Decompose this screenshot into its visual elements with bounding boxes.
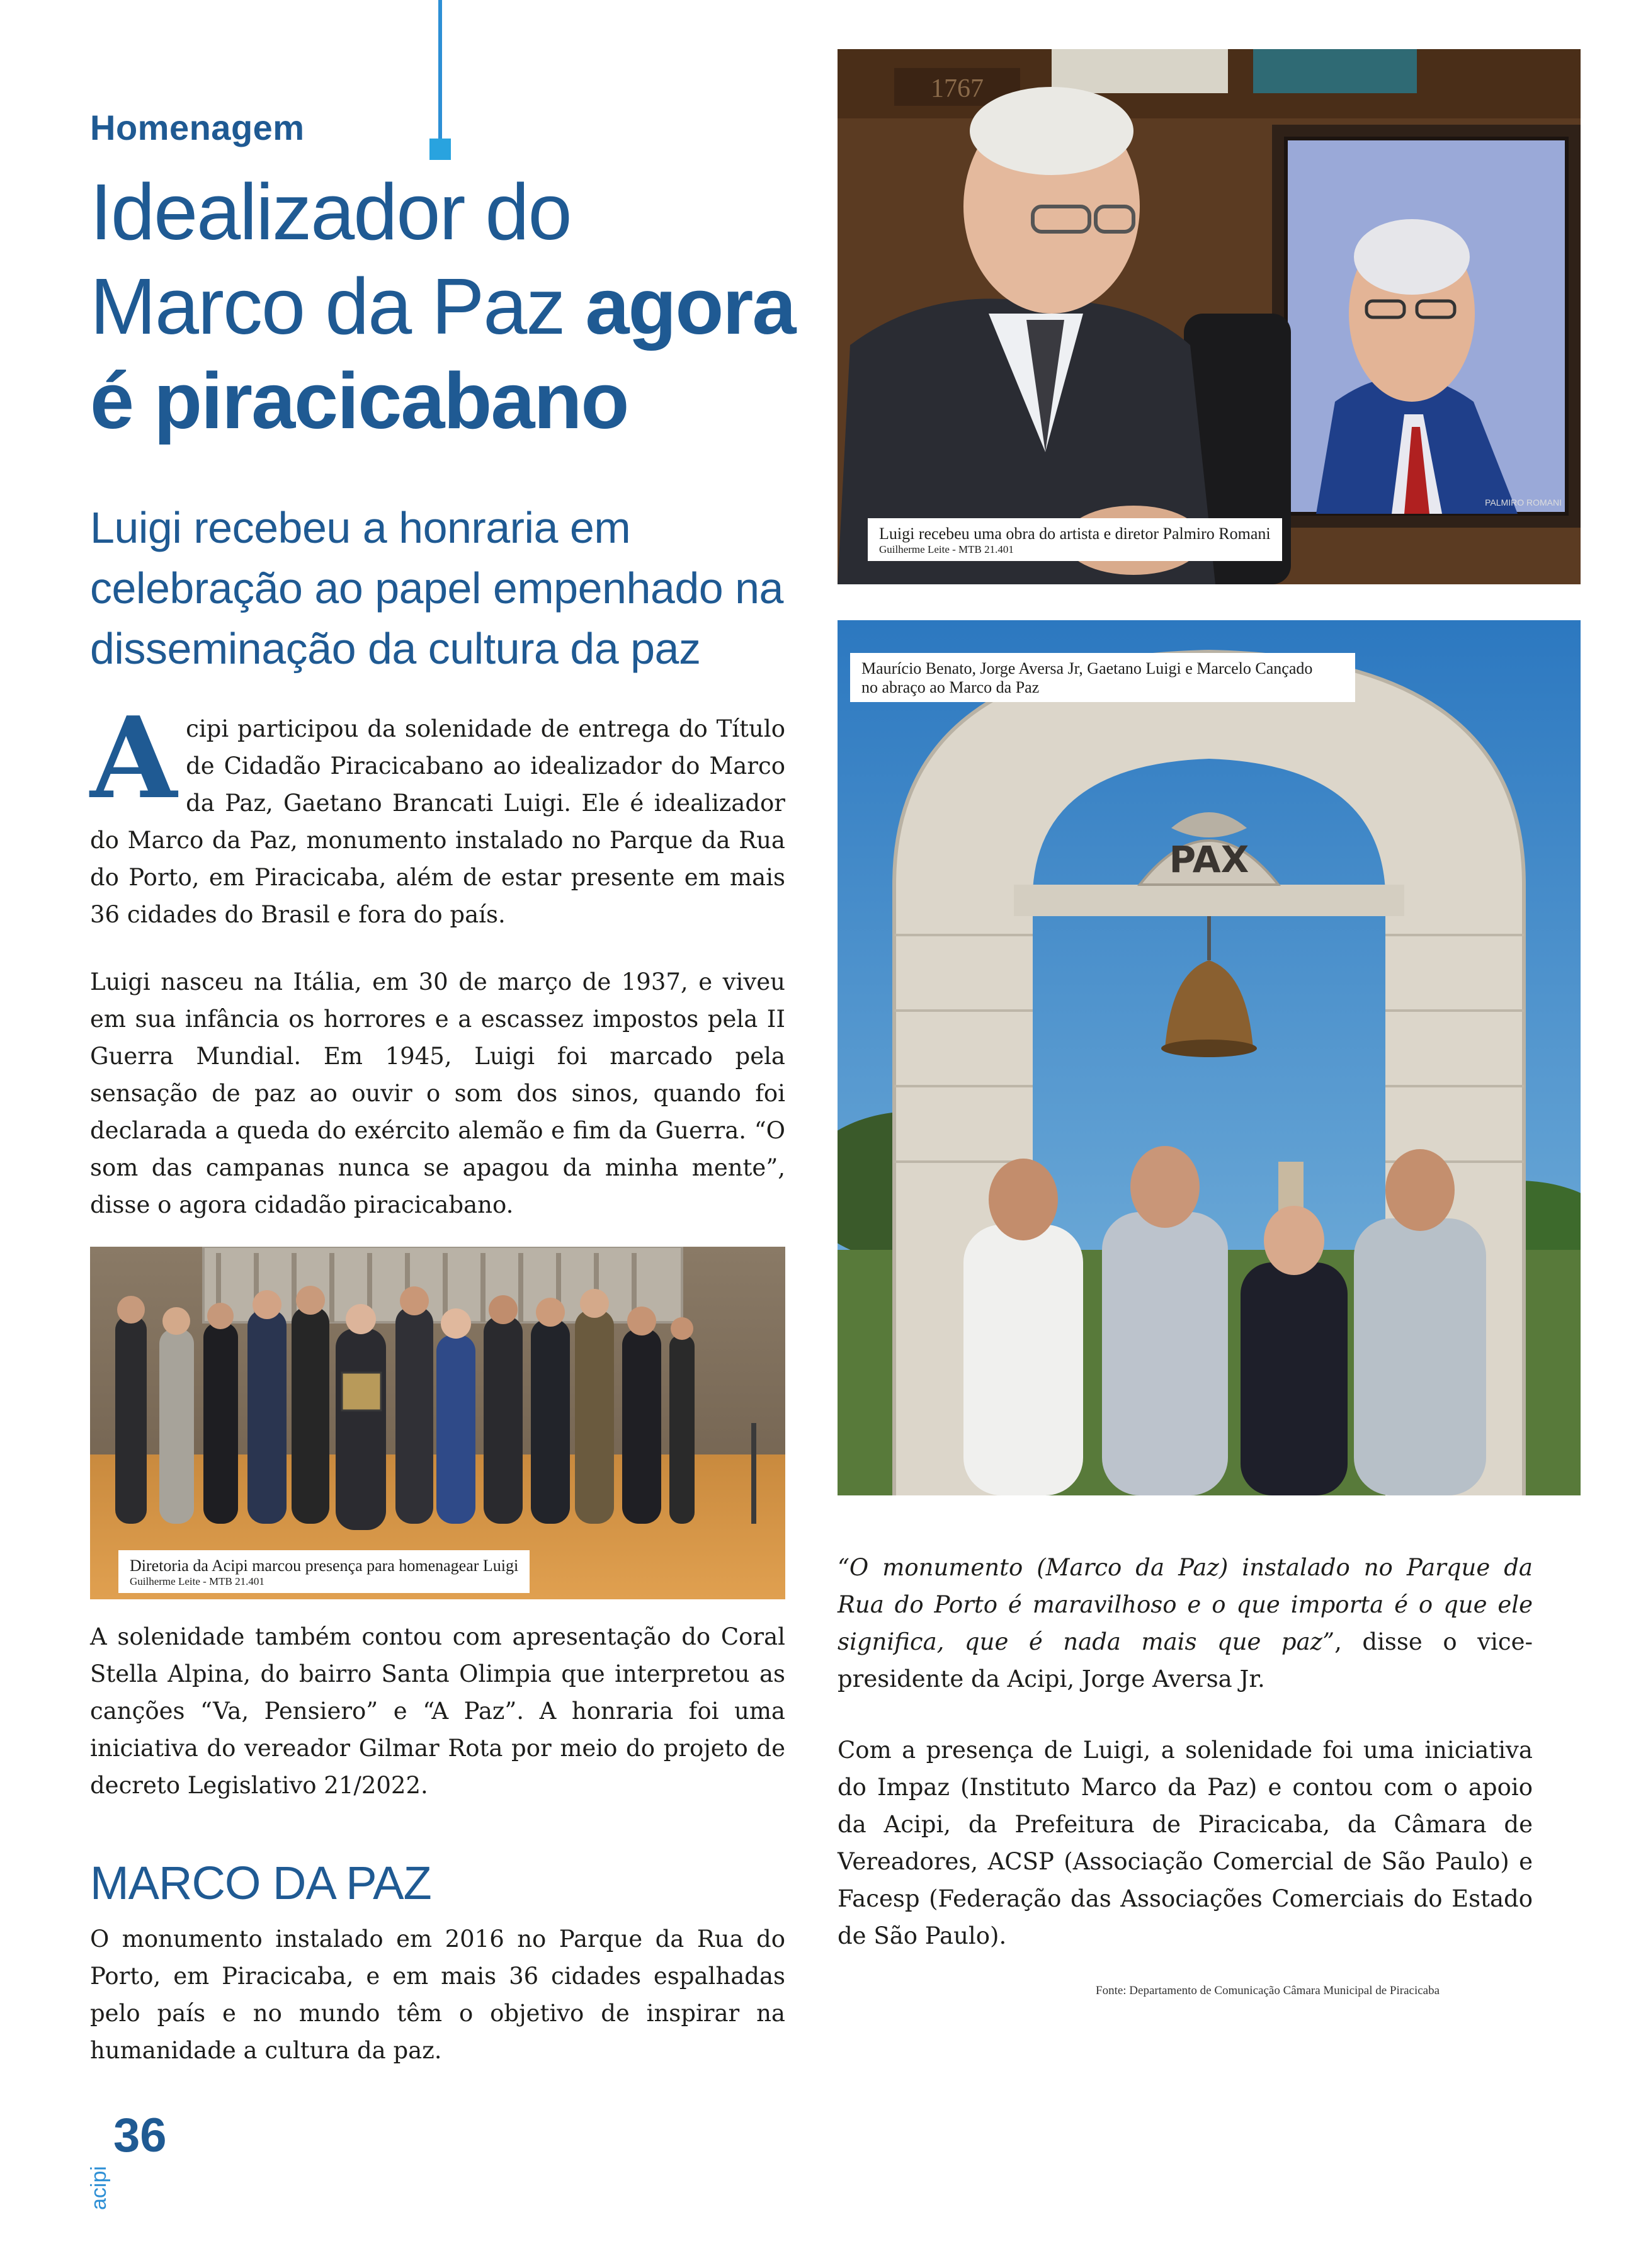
vice-president-quote: “O monumento (Marco da Paz) instalado no Parque da Rua do Porto é maravilhoso e o que importa é o que ele significa, que é nada mais que paz” (838, 1554, 1533, 1655)
group-photo (90, 1247, 785, 1599)
portrait-caption-text: Luigi recebeu uma obra do artista e diretor Palmiro Romani (879, 524, 1271, 543)
folio-brand: acipi (87, 2166, 111, 2210)
paragraph-1-text: cipi participou da solenidade de entrega do Título de Cidadão Piracicabano ao idealizador do Marco da Paz, Gaetano Brancati Luigi. Ele é idealizador do Marco da Paz, monumento instalado no Parque da Rua do Porto, em Piracicaba, além de estar presente em mais 36 cidades do Brasil e fora do país. (90, 715, 785, 928)
group-photo-illustration (90, 1247, 785, 1599)
group-photo-caption (118, 1550, 530, 1593)
wall-sign-text: 1767 (931, 74, 984, 103)
painting-signature-text: PALMIRO ROMANI (1485, 497, 1562, 507)
monument-photo-caption (850, 653, 1355, 702)
portrait-photo-caption (868, 518, 1282, 561)
group-caption-credit: Guilherme Leite - MTB 21.401 (130, 1575, 264, 1587)
pax-text: PAX (1169, 838, 1249, 881)
top-accent-line (438, 0, 442, 146)
monument-caption-line1: Maurício Benato, Jorge Aversa Jr, Gaetano Luigi e Marcelo Cançado (861, 659, 1313, 678)
portrait-photo (838, 49, 1581, 584)
page-number: 36 (113, 2109, 167, 2162)
group-caption-text: Diretoria da Acipi marcou presença para homenagear Luigi (130, 1556, 519, 1575)
article-headline (90, 165, 795, 448)
paragraph-4: O monumento instalado em 2016 no Parque da Rua do Porto, em Piracicaba, e em mais 36 cidades espalhadas pelo país e no mundo têm o objetivo de inspirar na humanidade a cultura da paz. (90, 1925, 785, 2064)
monument-photo (838, 620, 1581, 1495)
paragraph-6: Com a presença de Luigi, a solenidade foi uma iniciativa do Impaz (Instituto Marco da Paz) e contou com o apoio da Acipi, da Prefeitura de Piracicaba, da Câmara de Vereadores, ACSP (Associação Comercial de São Paulo) e Facesp (Federação das Associações Comerciais do Estado de São Paulo). (838, 1737, 1533, 1949)
paragraph-1 (90, 692, 785, 933)
drop-cap: A (90, 692, 178, 824)
portrait-photo-illustration (838, 49, 1581, 584)
paragraph-2: Luigi nasceu na Itália, em 30 de março de 1937, e viveu em sua infância os horrores e a escassez impostos pela II Guerra Mundial. Em 1945, Luigi foi marcado pela sensação de paz ao ouvir o som dos sinos, quando foi declarada a queda do exército alemão e fim da Guerra. “O som das campanas nunca se apagou da minha mente”, disse o agora cidadão piracicabano. (90, 968, 785, 1218)
monument-caption-line2: no abraço ao Marco da Paz (861, 678, 1040, 696)
headline-line2-bold: agora (585, 262, 795, 351)
section-title: MARCO DA PAZ (90, 1857, 431, 1909)
headline-line1: Idealizador do (90, 167, 571, 256)
source-note: Fonte: Departamento de Comunicação Câmara Municipal de Piracicaba (1096, 1984, 1440, 1997)
paragraph-3: A solenidade também contou com apresentação do Coral Stella Alpina, do bairro Santa Olimpia que interpretou as canções “Va, Pensiero” e “A Paz”. A honraria foi uma iniciativa do vereador Gilmar Rota por meio do projeto de decreto Legislativo 21/2022. (90, 1623, 785, 1799)
top-accent-square (429, 139, 451, 160)
article-subhead: Luigi recebeu a honraria em celebração ao papel empenhado na disseminação da cultura da paz (90, 503, 783, 673)
headline-line2-regular: Marco da Paz (90, 262, 586, 351)
headline-line3-bold: é piracicabano (90, 356, 628, 445)
portrait-caption-credit: Guilherme Leite - MTB 21.401 (879, 543, 1014, 555)
section-kicker: Homenagem (90, 108, 305, 147)
paragraph-5-attribution: , disse o vice-presidente da Acipi, Jorge Aversa Jr. (838, 1628, 1533, 1692)
paragraph-5 (838, 1549, 1533, 1698)
monument-photo-illustration (838, 620, 1581, 1495)
